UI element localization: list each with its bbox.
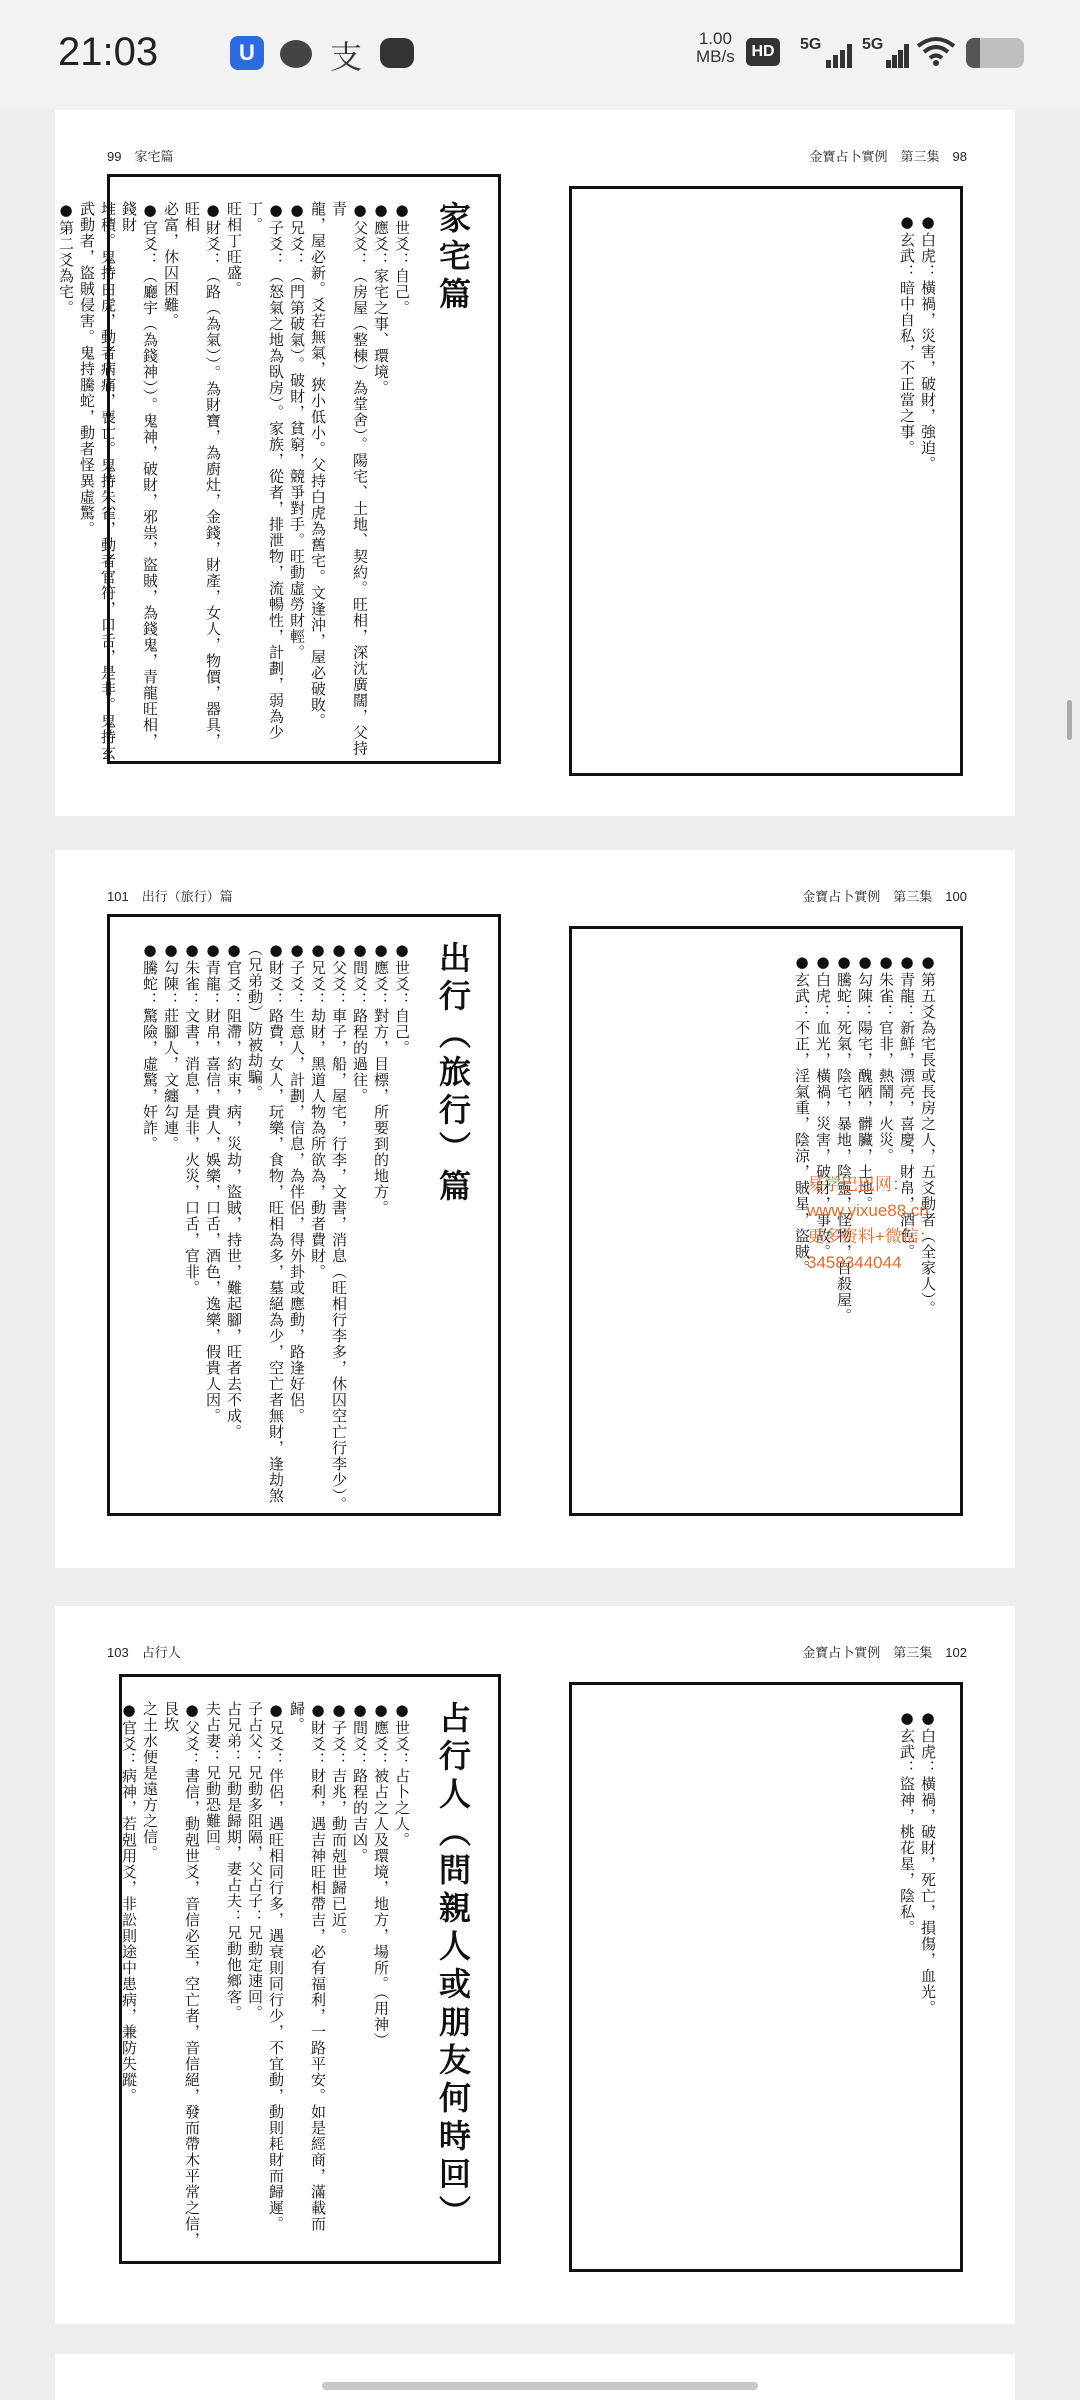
text-line: ●玄武：暗中自私，不正當之事。 [898, 213, 916, 456]
text-line: ●勾陳：陽宅，醜陋，髒臟，土地。 [856, 953, 874, 1212]
right-page-header: 金寶占卜實例 第三集 100 [802, 889, 967, 904]
page-spread-3 [55, 1606, 1015, 2324]
left-page-text [55, 201, 476, 761]
text-line: 龍，屋必新。爻若無氣，狹小低小。父持白虎為舊宅。文逢沖，屋必破敗。 [309, 201, 327, 729]
text-line: 子占父：兄動多阻隔，父占子：兄動定速回。 [246, 1701, 264, 2021]
text-line: ●世爻：自己。 [393, 201, 411, 316]
network-speed [696, 30, 735, 66]
text-line: ●官爻：（廳宇（為錢神））。鬼神，破財，邪祟，盜賊，為錢鬼，青龍旺相，錢財 [120, 201, 159, 749]
text-line: ●官爻：阻滯，約束，病，災劫，盜賊，持世，難起腳，旺者去不成。 [225, 941, 243, 1440]
clock: 21:03 [58, 30, 159, 74]
text-line: ●財爻：（路（為氣））。為財寶，為廚灶，金錢，財產，女人，物價，器具，旺相 [183, 201, 222, 749]
text-line: 占兄弟：兄動是歸期，妻占夫：兄動他鄉客。 [225, 1701, 243, 2021]
text-line: 堆積。鬼持白虎，動者病痛，喪亡。鬼持朱雀，動者官符，口舌，是非。鬼持玄 [99, 201, 117, 761]
text-line: ●朱雀：官非，熱鬧，火災。 [877, 953, 895, 1164]
right-page-header: 金寶占卜實例 第三集 98 [809, 149, 967, 164]
text-line: 必富，休囚困難。 [162, 201, 180, 329]
text-line: ●應爻：被占之人及環境，地方，場所。（用神） [372, 1701, 390, 2049]
text-line: ●白虎：血光，橫禍，災害，破財，事故。 [814, 953, 832, 1260]
left-page-frame [119, 1674, 501, 2264]
text-line: ●騰蛇：驚險，虛驚，奸詐。 [141, 941, 159, 1152]
net-speed-value: 1.00 [698, 29, 732, 48]
text-line: ●子爻：生意人，計劃，信息，為伴侶，得外卦或應動，路逢好侶。 [288, 941, 306, 1424]
text-line: ●父爻：書信，動剋世爻，音信必至，空亡者，音信絕，發而帶木平常之信，艮坎 [162, 1701, 201, 2248]
text-line: ●財爻：財利，遇吉神旺相帶吉，必有福利，一路平安。如是經商，滿載而歸。 [288, 1701, 327, 2232]
text-line: ●兄爻：（門第破氣）。破財，貧窮，競爭對手。旺動虛勞財輕。 [288, 201, 306, 661]
text-line: 武動者，盜賊侵害。鬼持騰蛇，動者怪異虛驚。 [78, 201, 96, 537]
text-line: ●白虎：橫禍，破財，死亡，損傷，血光。 [919, 1709, 937, 2016]
net-speed-unit: MB/s [696, 47, 735, 66]
battery-icon [966, 38, 1024, 68]
text-line: ●第五爻為宅長或長房之人，五爻動者（全家人）。 [919, 953, 937, 1317]
text-line: ●青龍：新鮮，漂亮，喜慶，財帛，酒色。 [898, 953, 916, 1260]
home-indicator[interactable] [322, 2382, 758, 2390]
text-line: ●間爻：路程的過往。 [351, 941, 369, 1104]
text-line: ●子爻：（怒氣之地為臥房）。家族，從者，排泄物，流暢性，計劃，弱為少丁。 [246, 201, 285, 741]
page-spread-4-partial [55, 2354, 1015, 2400]
text-line: ●勾陳：莊腳人，文纏勾連。 [162, 941, 180, 1152]
text-line: ●白虎：橫禍，災害，破財，強迫。 [919, 213, 937, 472]
text-line: ●子爻：吉兆，動而剋世歸已近。 [330, 1701, 348, 1944]
left-page-frame [57, 174, 501, 764]
status-bar [0, 0, 1080, 110]
right-page-header: 金寶占卜實例 第三集 102 [802, 1645, 967, 1660]
text-line: ●兄爻：伴侶，遇旺相同行多，遇衰則同行少，不宜動，動則耗財而歸遲。 [267, 1701, 285, 2232]
right-page-frame [569, 1682, 963, 2272]
watermark-line-1: 易学巴巴网：www.yixue88.cn [807, 1175, 929, 1220]
text-line: ●朱雀：文書，消息，是非，火災，口舌，官非。 [183, 941, 201, 1296]
chat-bubble-icon [280, 40, 312, 68]
left-page-header: 101 出行（旅行）篇 [107, 889, 233, 904]
left-page-text [139, 941, 476, 1513]
text-line: ●玄武：不正，淫氣重，陰涼，賊星，盜賊。 [793, 953, 811, 1276]
watermark [807, 1172, 1015, 1276]
text-line: ●應爻：對方，目標，所要到的地方。 [372, 941, 390, 1216]
chapter-title: 占行人（問親人或朋友何時回） [434, 1701, 472, 2233]
sim2-label: 5G [862, 36, 884, 53]
text-line: ●兄爻：劫財，黑道人物為所欲為，動者費財。 [309, 941, 327, 1280]
text-line: ●世爻：占卜之人。 [393, 1701, 411, 1848]
text-line: 旺相丁旺盛。 [225, 201, 243, 297]
watermark-line-2: 更多资料+微信：3458344044 [807, 1227, 936, 1272]
text-line: ●父爻：（房屋（整棟）為堂舍）。陽宅、土地、契約。旺相，深沈廣闊，父持青 [330, 201, 369, 757]
left-page-frame [107, 914, 501, 1516]
right-page-text [896, 1709, 938, 2016]
scrollbar-thumb[interactable] [1067, 700, 1072, 740]
text-line: ●父爻：車子，船，屋宅，行李，文書，消息（旺相行李多，休囚空亡行李少）。 [330, 941, 348, 1513]
left-page-text [118, 1701, 476, 2261]
alipay-icon: 支 [330, 39, 363, 75]
sim1-label: 5G [800, 36, 822, 53]
text-line: ●玄武：盜神，桃花星，陰私。 [898, 1709, 916, 1936]
text-line: ●世爻：自己。 [393, 941, 411, 1056]
app-notification-icon: U [230, 36, 264, 70]
signal-icon-2 [886, 44, 912, 68]
text-line: ●官爻：病神，若剋用爻，非訟則途中患病，兼防失蹤。 [120, 1701, 138, 2104]
page-spread-2 [55, 850, 1015, 1568]
signal-icon [826, 44, 856, 68]
left-page-header: 99 家宅篇 [107, 149, 174, 164]
cat-app-icon [380, 38, 414, 68]
wifi-icon [916, 36, 956, 66]
text-line: （兄弟動）防被劫騙。 [246, 941, 264, 1101]
text-line: ●第二爻為宅。 [57, 201, 75, 316]
page-spread-1 [55, 110, 1015, 816]
text-line: ●應爻：家宅之事、環境。 [372, 201, 390, 396]
chapter-title: 出行（旅行）篇 [434, 941, 472, 1207]
right-page-text [896, 213, 938, 472]
text-line: ●財爻：路費，女人，玩樂，食物，旺相為多，墓絕為少，空亡者無財，逢劫煞 [267, 941, 285, 1504]
hd-voice-icon: HD [746, 38, 780, 66]
text-line: ●騰蛇：死氣，陰宅，暴地，陰靈，怪物，自殺屋。 [835, 953, 853, 1324]
chapter-title: 家宅篇 [434, 201, 472, 315]
right-page-frame [569, 186, 963, 776]
left-page-header: 103 占行人 [107, 1645, 181, 1660]
text-line: ●間爻：路程的吉凶。 [351, 1701, 369, 1864]
text-line: 夫占妻：兄動恐難回。 [204, 1701, 222, 1861]
text-line: ●青龍：財帛，喜信，貴人，娛樂，口舌，酒色，逸樂，假貴人因。 [204, 941, 222, 1424]
text-line: 之土水便是遠方之信。 [141, 1701, 159, 1861]
